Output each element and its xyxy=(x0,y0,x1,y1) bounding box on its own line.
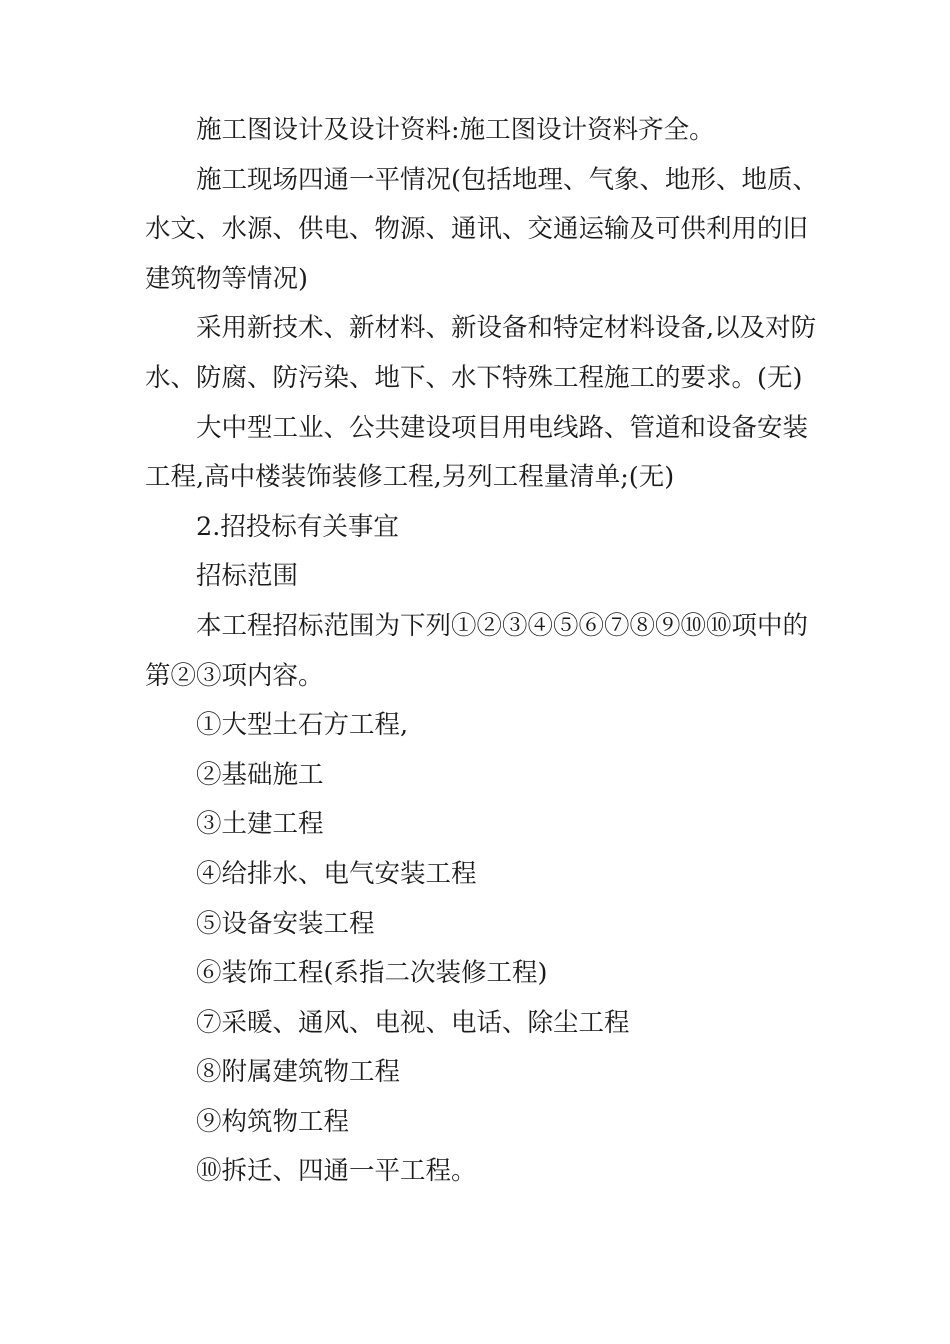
list-item-scope-2: ②基础施工 xyxy=(196,759,324,790)
list-item-scope-9: ⑨构筑物工程 xyxy=(196,1106,350,1137)
paragraph-scope-statement: 本工程招标范围为下列①②③④⑤⑥⑦⑧⑨⑩⑩项中的第②③项内容。 xyxy=(145,610,809,691)
document-body xyxy=(145,106,825,1197)
list-item-scope-10: ⑩拆迁、四通一平工程。 xyxy=(196,1156,477,1187)
list-item-scope-3: ③土建工程 xyxy=(196,809,324,840)
paragraph-design-materials: 施工图设计及设计资料:施工图设计资料齐全。 xyxy=(196,115,715,145)
list-item-scope-1: ①大型土石方工程, xyxy=(196,710,409,741)
paragraph-site-conditions: 施工现场四通一平情况(包括地理、气象、地形、地质、水文、水源、供电、物源、通讯、交通运输及可供利用的旧建筑物等情况) xyxy=(145,164,818,294)
list-item-scope-6: ⑥装饰工程(系指二次装修工程) xyxy=(196,958,548,989)
list-item-scope-4: ④给排水、电气安装工程 xyxy=(196,858,477,889)
paragraph-large-projects: 大中型工业、公共建设项目用电线路、管道和设备安装工程,高中楼装饰装修工程,另列工程量清单;(无) xyxy=(145,412,809,493)
paragraph-new-technology: 采用新技术、新材料、新设备和特定材料设备,以及对防水、防腐、防污染、地下、水下特殊工程施工的要求。(无) xyxy=(145,313,817,393)
list-item-scope-5: ⑤设备安装工程 xyxy=(196,908,375,939)
subheading-bidding-scope: 招标范围 xyxy=(196,561,299,592)
section-heading-bidding: 2.招投标有关事宜 xyxy=(196,511,399,542)
list-item-scope-7: ⑦采暖、通风、电视、电话、除尘工程 xyxy=(196,1007,630,1038)
list-item-scope-8: ⑧附属建筑物工程 xyxy=(196,1057,401,1088)
